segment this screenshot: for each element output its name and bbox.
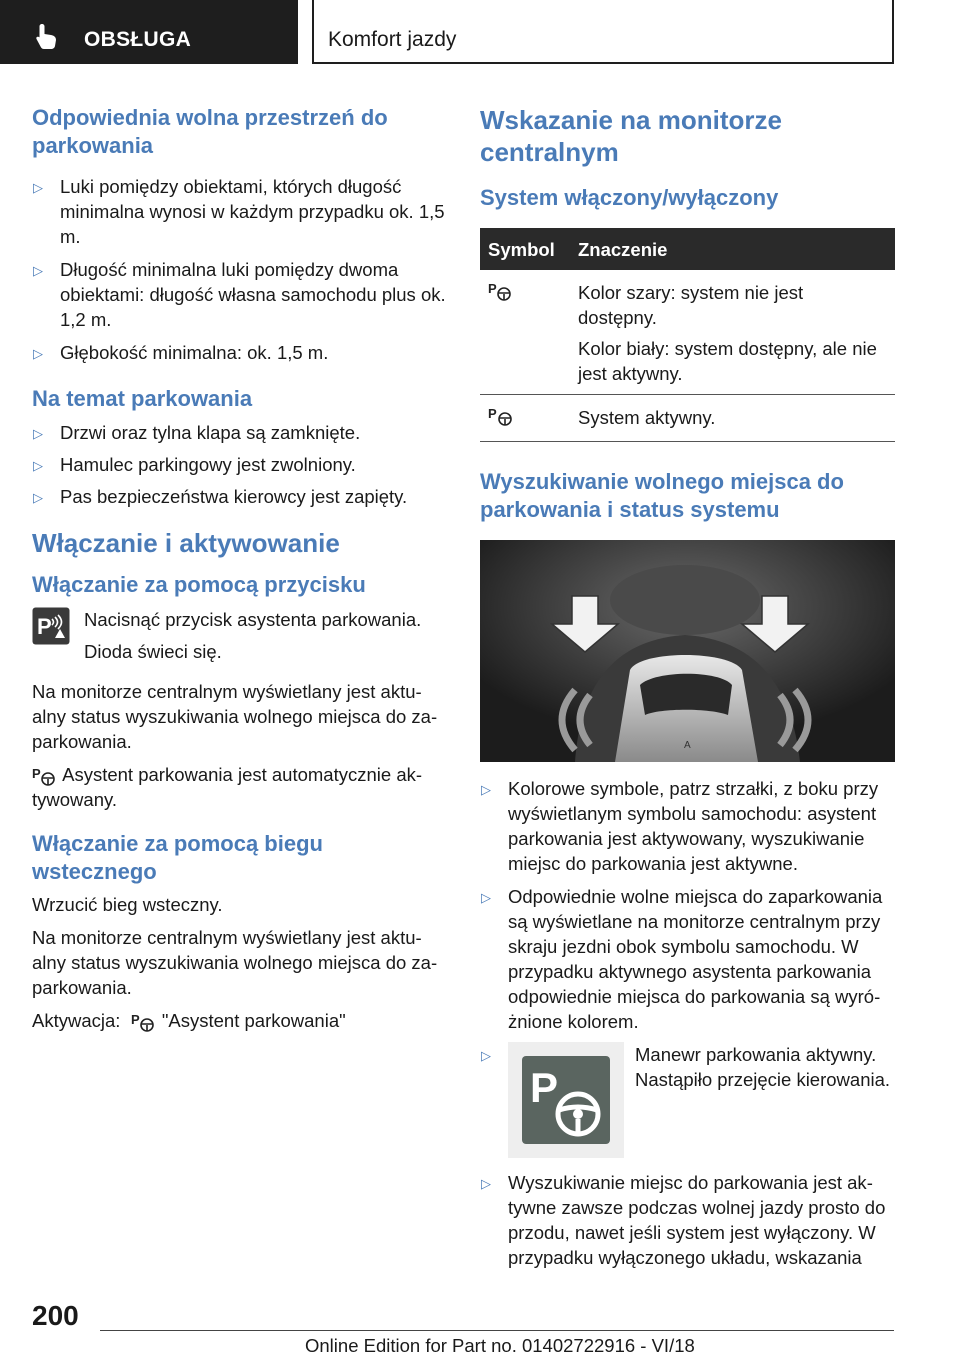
svg-text:P: P [488, 406, 497, 421]
bullet-triangle-icon: ▷ [33, 490, 43, 505]
column-header: Znaczenie [570, 228, 895, 270]
auto-activated-text: P Asystent parkowania jest automatycznie aktywowany. [32, 764, 423, 811]
car-with-arrows-illustration [480, 540, 895, 762]
page-number: 200 [32, 1300, 79, 1331]
bullet-triangle-icon: ▷ [481, 890, 491, 905]
heading-enable-reverse: Włączanie za pomocą biegu wstecznego [32, 831, 323, 885]
parking-steering-active-icon [488, 405, 516, 427]
list-item: ▷ Hamulec parkingowy jest zwolniony. [32, 452, 446, 477]
column-header: Symbol [480, 228, 570, 270]
about-list [32, 420, 446, 509]
heading-enable: Włączanie i aktywowanie [32, 528, 340, 558]
monitor-screenshot [480, 540, 895, 762]
svg-text:P: P [37, 614, 52, 639]
heading-display: Wskazanie na monitorze centralnym [480, 105, 782, 167]
list-item: ▷ Głębokość minimalna: ok. 1,5 m. [32, 340, 446, 365]
heading-system-onoff: System włączony/wyłączony [480, 185, 779, 210]
heading-enable-button: Włączanie za pomocą przycisku [32, 572, 366, 597]
table-cell-symbol [480, 270, 570, 395]
table-header-row [480, 228, 895, 270]
heading-search-status: Wyszukiwanie wolnego miejsca do parkowania i status systemu [480, 469, 844, 522]
section-title: OBSŁUGA [84, 28, 192, 51]
chapter-header [312, 0, 894, 64]
bullet-triangle-icon: ▷ [33, 458, 43, 473]
svg-text:A: A [684, 740, 691, 751]
table-cell-symbol [480, 395, 570, 442]
table-row [480, 395, 895, 442]
parking-maneuver-icon [508, 1042, 624, 1158]
bullet-triangle-icon: ▷ [33, 346, 43, 361]
heading-about-parking: Na temat parkowania [32, 386, 253, 411]
svg-text:P: P [130, 1012, 140, 1028]
list-item: ▷ Luki pomiędzy obiektami, których długość minimalna wynosi w każdym przypadku ok. 1,5 m. [33, 176, 445, 247]
status-list [480, 776, 895, 1270]
monitor-status-text-2: Na monitorze centralnym wyświetlany jest aktualny status wyszukiwania wolnego miejsca do zaparkowania. [32, 927, 438, 999]
list-item: ▷ Kolorowe symbole, patrz strzałki, z boku przy wyświetlanym symbolu samochodu: asystent parkowania jest aktywowany, wyszukiwanie miejsc do parkowania jest aktywne. [481, 778, 879, 874]
list-item: ▷ Długość minimalna luki pomiędzy dwoma obiektami: długość własna samochodu plus ok. 1,2 m. [33, 259, 446, 330]
bullet-triangle-icon: ▷ [481, 1048, 491, 1063]
edition-text: Online Edition for Part no. 01402722916 - VI/18 [305, 1335, 695, 1356]
list-item: ▷ Pas bezpieczeństwa kierowcy jest zapięty. [32, 484, 446, 509]
bullet-triangle-icon: ▷ [481, 1176, 491, 1191]
bullet-triangle-icon: ▷ [33, 426, 43, 441]
activation-path: Aktywacja: P "Asystent parkowania" [32, 1008, 446, 1033]
parking-steering-icon [32, 765, 58, 787]
led-text: Dioda świeci się. [84, 641, 222, 662]
list-item: ▷ Wyszukiwanie miejsc do parkowania jest aktywne zawsze podczas wolnej jazdy prosto do przodu, nawet jeśli system jest wyłączony. W przypadku wyłączonego układu, wskazania [481, 1172, 886, 1268]
space-list [32, 174, 446, 365]
press-button-text: Nacisnąć przycisk asystenta parkowania. [84, 609, 422, 630]
footer-divider [100, 1330, 894, 1331]
svg-text:P: P [488, 281, 497, 296]
bullet-triangle-icon: ▷ [33, 263, 43, 278]
parking-steering-icon [488, 280, 514, 302]
symbol-table [480, 228, 895, 442]
bullet-triangle-icon: ▷ [481, 782, 491, 797]
table-row [480, 270, 895, 395]
svg-text:P: P [530, 1064, 559, 1111]
hand-pointer-icon [34, 22, 60, 50]
parking-assist-button-icon [32, 607, 70, 645]
reverse-text: Wrzucić bieg wsteczny. [32, 894, 223, 916]
chapter-title: Komfort jazdy [328, 28, 457, 51]
table-cell-meaning: Kolor szary: system nie jest dostępny. Kolor biały: system dostępny, ale nie jest aktywny. [570, 270, 895, 395]
list-item: ▷ Drzwi oraz tylna klapa są zamknięte. [32, 420, 446, 445]
heading-parking-space: Odpowiednia wolna przestrzeń do parkowania [32, 105, 388, 158]
list-item: ▷ Odpowiednie wolne miejsca do zaparkowania są wyświetlane na monitorze centralnym przy skraju jezdni obok symbolu samochodu. W przypadku aktywnego asystenta parkowania odpowiednie miejsca do parkowania są wyróżnione kolorem. [481, 886, 883, 1032]
section-tab [0, 0, 298, 64]
left-column [32, 104, 446, 1033]
parking-steering-icon [131, 1011, 157, 1033]
svg-text:P: P [32, 766, 41, 782]
button-instruction [32, 607, 446, 669]
bullet-triangle-icon: ▷ [33, 180, 43, 195]
list-item: ▷ P Manewr parkowania aktywny. Nastąpiło przejęcie kierowania. [480, 1042, 895, 1160]
monitor-status-text: Na monitorze centralnym wyświetlany jest aktualny status wyszukiwania wolnego miejsca do zaparkowania. [32, 681, 438, 752]
right-column [480, 104, 895, 1270]
table-cell-meaning: System aktywny. [570, 395, 895, 442]
